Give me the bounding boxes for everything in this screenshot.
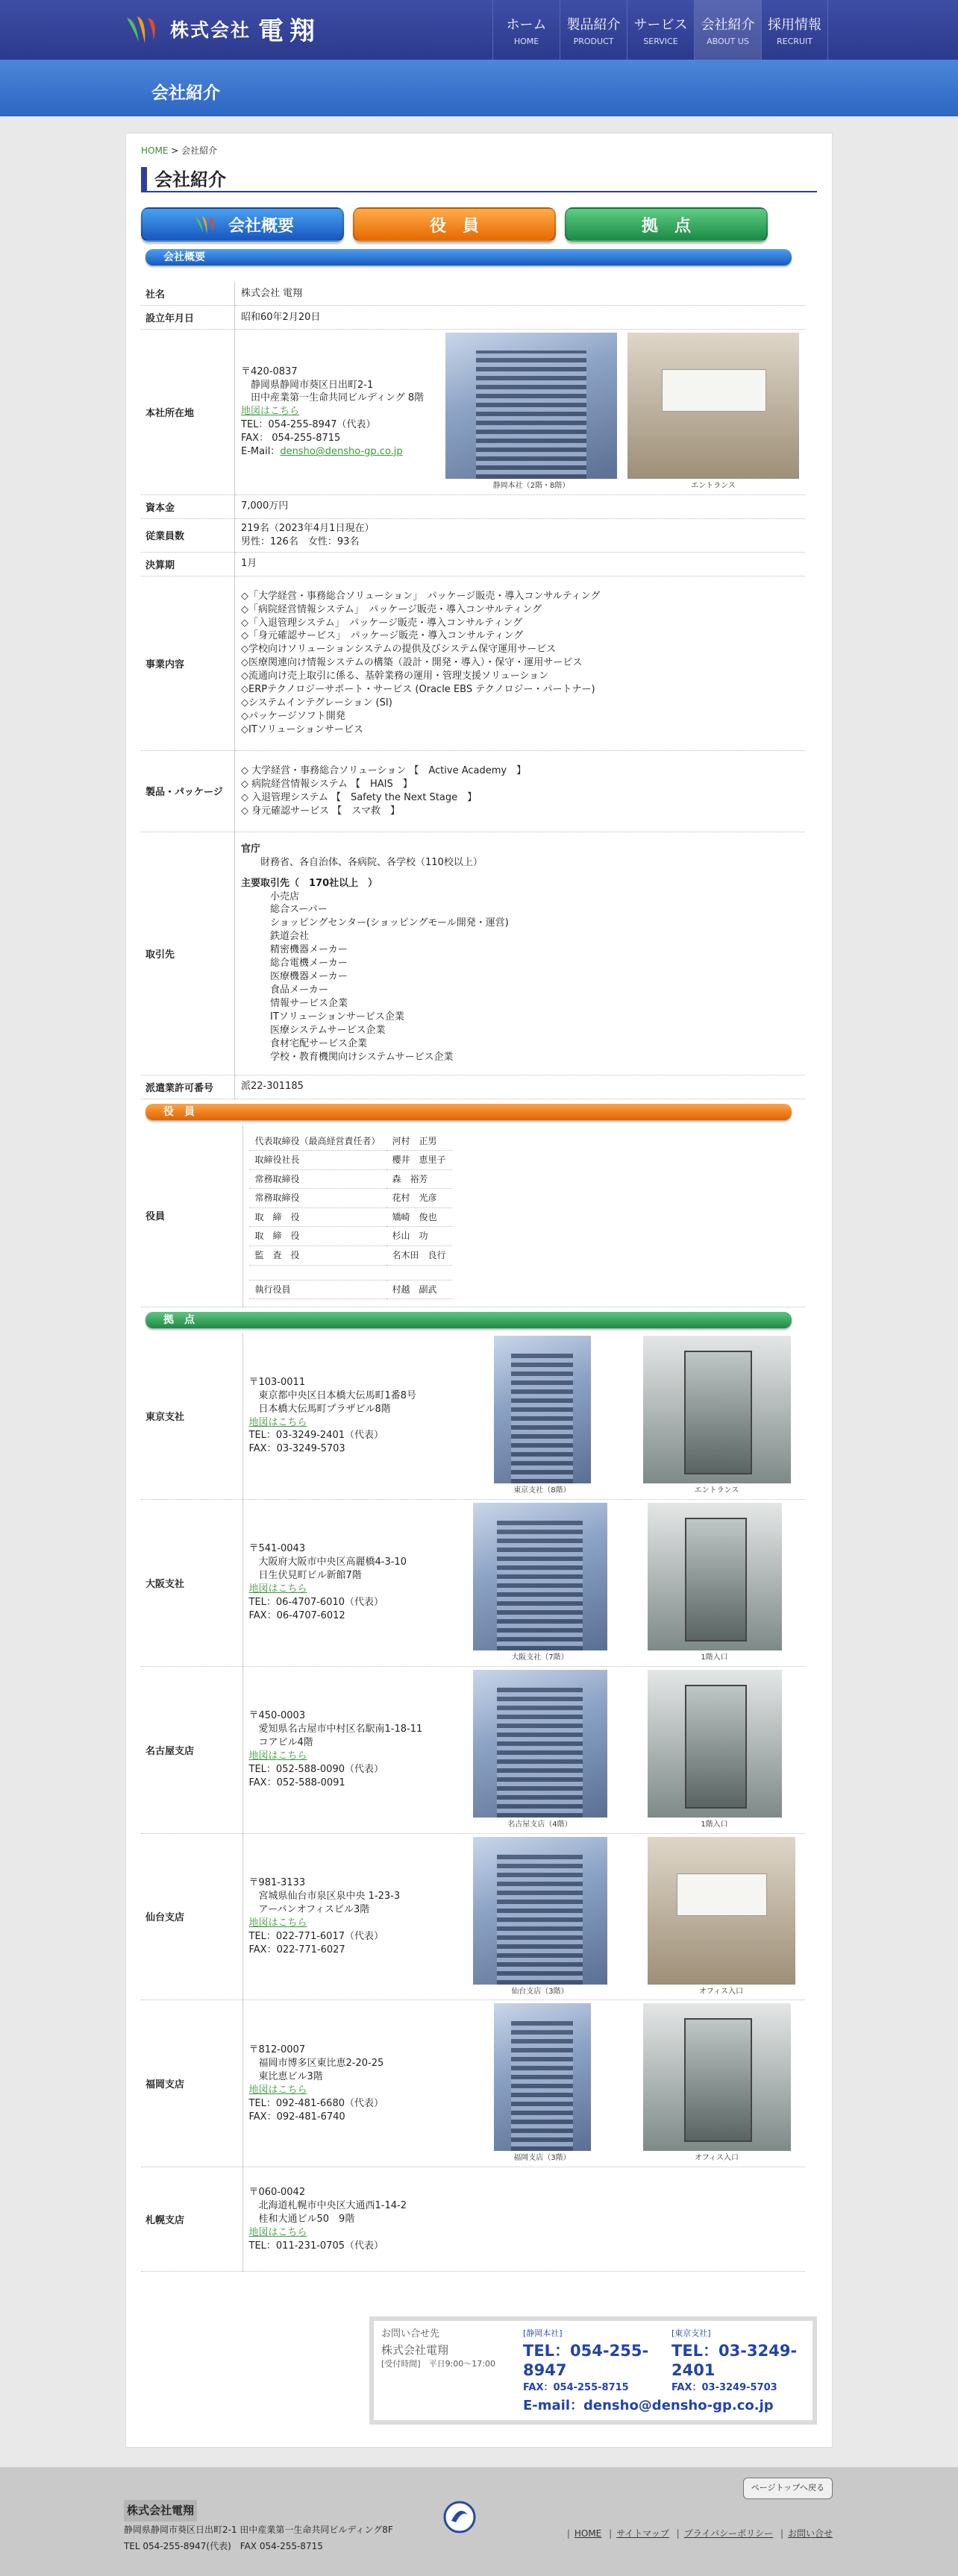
building-image bbox=[494, 2003, 591, 2151]
nav-label: ホーム bbox=[506, 16, 547, 33]
row-label: 派遣業許可番号 bbox=[141, 1075, 235, 1099]
row-value: 7,000万円 bbox=[235, 494, 806, 518]
section-heading: 会社紹介 bbox=[141, 167, 817, 192]
footer-link-contact[interactable]: お問い合せ bbox=[787, 2528, 833, 2539]
row-label: 社名 bbox=[141, 282, 235, 306]
entrance-image bbox=[643, 2003, 791, 2151]
office-address: 〒103-0011 東京都中央区日本橋大伝馬町1番8号 日本橋大伝馬町プラザビル8階 bbox=[248, 1376, 417, 1415]
photo-caption: エントランス bbox=[691, 482, 736, 490]
officer-name: 櫻井 恵里子 bbox=[386, 1151, 452, 1170]
office-row bbox=[141, 1333, 805, 1499]
office-address: 〒981-3133 宮城県仙台市泉区泉中央 1-23-3 アーバンオフィスビル3階 bbox=[248, 1877, 401, 1915]
photo-caption: 静岡本社（2階・8階） bbox=[492, 482, 570, 490]
office-fax: FAX：03-3249-5703 bbox=[248, 1443, 345, 1455]
office-photo bbox=[473, 1503, 607, 1663]
row-label: 取引先 bbox=[141, 832, 235, 1075]
office-address-block bbox=[249, 1709, 443, 1790]
clients-main-title: 主要取引先（ 170社以上 ） bbox=[241, 877, 378, 889]
office-address-block bbox=[249, 1876, 443, 1957]
row-label: 決算期 bbox=[141, 552, 235, 576]
map-link[interactable]: 地図はこちら bbox=[248, 1583, 307, 1595]
office-address: 〒060-0042 北海道札幌市中央区大通西1-14-2 桂和大通ビル50 9階 bbox=[248, 2186, 407, 2225]
office-photo bbox=[648, 1837, 795, 1997]
row-value bbox=[235, 330, 806, 495]
contact-fax: FAX：03-3249-5703 bbox=[671, 2382, 777, 2394]
contact-company: 株式会社電翔 bbox=[381, 2343, 449, 2357]
section-bar-offices: 拠 点 bbox=[145, 1312, 792, 1328]
row-value bbox=[242, 2167, 805, 2272]
main-content bbox=[125, 133, 833, 2448]
company-logo[interactable] bbox=[124, 10, 321, 47]
entrance-image bbox=[648, 1670, 782, 1818]
officer-name: 名木田 良行 bbox=[386, 1246, 452, 1266]
officer-list bbox=[249, 1132, 452, 1299]
footer-tel: TEL 054-255-8947(代表) FAX 054-255-8715 bbox=[124, 2541, 323, 2552]
office-row bbox=[141, 2000, 805, 2167]
office-address-block bbox=[249, 1542, 443, 1623]
officer-row bbox=[249, 1132, 452, 1151]
office-tel: TEL：06-4707-6010（代表） bbox=[248, 1597, 383, 1609]
certification-logo-icon bbox=[442, 2500, 477, 2534]
spacer-cell bbox=[249, 1265, 386, 1280]
office-row bbox=[141, 1499, 805, 1666]
clients-main: 小売店 総合スーパー ショッピングセンター(ショッピングモール開発・運営) 鉄道会社 精密機器メーカー 総合電機メーカー 医療機器メーカー 食品メーカー 情報サービス企業 ITソリューションサービス企業 医療システムサービス企業 食材宅配サービス企業 学校・教育機関向けシステムサービス企業 bbox=[270, 890, 509, 1063]
hq-building-photo bbox=[445, 333, 617, 491]
table-row bbox=[141, 1075, 805, 1099]
contact-title: お問い合せ先 bbox=[381, 2328, 440, 2340]
nav-label: 製品紹介 bbox=[566, 16, 621, 33]
nav-service[interactable] bbox=[627, 0, 694, 60]
office-address-block bbox=[249, 2186, 443, 2253]
officer-name: 森 裕芳 bbox=[386, 1169, 452, 1189]
nav-label: 会社紹介 bbox=[701, 16, 755, 33]
nav-label: 採用情報 bbox=[768, 16, 821, 33]
row-value bbox=[242, 1333, 805, 1499]
photo-caption: 福岡支店（3階） bbox=[513, 2154, 571, 2163]
nav-sub: PRODUCT bbox=[573, 36, 614, 46]
row-label: 役員 bbox=[141, 1125, 242, 1307]
row-value: 219名（2023年4月1日現在） 男性：126名 女性：93名 bbox=[235, 518, 806, 552]
footer-link-sitemap[interactable]: サイトマップ bbox=[616, 2528, 669, 2539]
officer-title: 常務取締役 bbox=[249, 1169, 386, 1189]
office-fax: FAX：022-771-6027 bbox=[248, 1944, 345, 1955]
row-value: 派22-301185 bbox=[235, 1075, 806, 1099]
office-row bbox=[141, 1666, 805, 1833]
row-value bbox=[242, 1499, 805, 1666]
table-row bbox=[141, 306, 805, 330]
hq-entrance-photo bbox=[627, 333, 799, 491]
nav-recruit[interactable] bbox=[761, 0, 828, 60]
office-tel: TEL：092-481-6680（代表） bbox=[248, 2097, 383, 2109]
officer-name: 矯崎 俊也 bbox=[386, 1207, 452, 1227]
office-tel: TEL：052-588-0090（代表） bbox=[248, 1764, 383, 1776]
hq-address-block bbox=[241, 365, 435, 459]
section-bar-officers: 役 員 bbox=[145, 1104, 792, 1120]
logo-mark-icon bbox=[191, 213, 221, 236]
table-row bbox=[141, 282, 805, 306]
contact-right bbox=[523, 2327, 805, 2414]
office-label: 福岡支店 bbox=[141, 2000, 242, 2167]
table-row bbox=[141, 494, 805, 518]
officers-table bbox=[141, 1125, 805, 1307]
contact-phones bbox=[523, 2327, 805, 2393]
page-top-button[interactable]: ページトップへ戻る bbox=[743, 2478, 833, 2499]
office-photo bbox=[643, 2003, 791, 2164]
office-label: 大阪支社 bbox=[141, 1499, 242, 1666]
office-address: 〒812-0007 福岡市博多区東比恵2-20-25 東比恵ビル3階 bbox=[248, 2043, 384, 2082]
office-address-block bbox=[249, 2043, 443, 2124]
row-label: 本社所在地 bbox=[141, 330, 235, 495]
hq-fax: FAX： 054-255-8715 bbox=[241, 433, 341, 444]
tab-officers[interactable]: 役 員 bbox=[353, 207, 556, 242]
officer-name: 村越 副武 bbox=[386, 1280, 452, 1299]
office-address: 〒450-0003 愛知県名古屋市中村区名駅南1-18-11 コアビル4階 bbox=[248, 1710, 423, 1749]
row-value: ◇「大学経営・事務総合ソリューション」 パッケージ販売・導入コンサルティング ◇「病院経営情報システム」 パッケージ販売・導入コンサルティング ◇「入退管理システム」 パッケージ販売・導入コンサルティング ◇「身元確認サービス」 パッケージ販売・導入コンサルティング ◇学校向けソリューションシステムの提供及びシステム保守運用サービス ◇医療関連向け情報システムの構築（設計・開発・導入）・保守・運用サービス ◇流通向け売上取引に係る、基幹業務の運用・管理支援ソリューション ◇ERPテクノロジーサポート・サービス (Oracle EBS テクノロジー・パートナー) ◇システムインテグレーション (SI) ◇パッケージソフト開発 ◇ITソリューションサービス bbox=[235, 576, 806, 750]
office-label: 名古屋支店 bbox=[141, 1666, 242, 1833]
building-image bbox=[473, 1837, 607, 1985]
contact-tokyo bbox=[671, 2327, 805, 2393]
contact-tel[interactable]: TEL：03-3249-2401 bbox=[671, 2342, 798, 2380]
row-value bbox=[242, 1666, 805, 1833]
contact-hours: [受付時間] 平日9:00〜17:00 bbox=[381, 2359, 495, 2369]
office-tel: TEL：022-771-6017（代表） bbox=[248, 1930, 383, 1942]
office-address: 〒541-0043 大阪府大阪市中央区高麗橋4-3-10 日生伏見町ビル新館7階 bbox=[248, 1543, 407, 1582]
photo-caption: 1階入口 bbox=[701, 1820, 728, 1829]
logo-kabushiki: 株式会社 bbox=[170, 19, 251, 41]
footer-address: 静岡県静岡市葵区日出町2-1 田中産業第一生命共同ビルディング8F bbox=[124, 2524, 393, 2535]
officer-title: 代表取締役（最高経営責任者） bbox=[249, 1132, 386, 1151]
officer-name: 花村 光彦 bbox=[386, 1189, 452, 1208]
row-value bbox=[242, 1833, 805, 2000]
contact-label: [東京支社] bbox=[671, 2328, 711, 2339]
contact-email[interactable]: E-mail：densho@densho-gp.co.jp bbox=[523, 2398, 774, 2414]
officer-row bbox=[249, 1151, 452, 1170]
office-photo bbox=[494, 2003, 591, 2164]
building-image bbox=[445, 333, 617, 479]
photo-caption: オフィス入口 bbox=[695, 2154, 739, 2163]
contact-hq bbox=[523, 2327, 657, 2393]
logo-mark-icon bbox=[124, 12, 163, 46]
office-fax: FAX：06-4707-6012 bbox=[248, 1610, 345, 1622]
company-overview-table bbox=[141, 282, 805, 1099]
site-header bbox=[0, 0, 958, 60]
row-value bbox=[242, 2000, 805, 2167]
tab-label: 会社概要 bbox=[228, 216, 294, 236]
row-label: 事業内容 bbox=[141, 576, 235, 750]
entrance-image bbox=[648, 1837, 795, 1985]
office-photo bbox=[648, 1670, 782, 1830]
site-footer bbox=[0, 2467, 958, 2576]
table-row bbox=[141, 832, 805, 1075]
officer-title: 取 締 役 bbox=[249, 1227, 386, 1246]
officer-name: 杉山 功 bbox=[386, 1227, 452, 1246]
table-row bbox=[141, 750, 805, 832]
map-link[interactable]: 地図はこちら bbox=[248, 1917, 307, 1929]
breadcrumb-home[interactable]: HOME bbox=[141, 145, 169, 156]
clients-gov-title: 官庁 bbox=[241, 843, 261, 855]
contact-left bbox=[381, 2327, 508, 2414]
office-photo bbox=[643, 1336, 791, 1496]
section-tabs bbox=[141, 207, 817, 242]
contact-box bbox=[369, 2316, 817, 2425]
officer-title: 常務取締役 bbox=[249, 1189, 386, 1208]
nav-sub: ABOUT US bbox=[707, 36, 749, 46]
officer-name: 河村 正男 bbox=[386, 1132, 452, 1151]
photo-caption: 仙台支店（3階） bbox=[511, 1987, 569, 1996]
global-nav bbox=[492, 0, 828, 60]
row-value: 株式会社 電翔 bbox=[235, 282, 806, 306]
footer-links: | HOME | サイトマップ | プライバシーポリシー | お問い合せ bbox=[566, 2528, 833, 2539]
row-value: 1月 bbox=[235, 552, 806, 576]
footer-link-privacy[interactable]: プライバシーポリシー bbox=[683, 2528, 774, 2539]
office-photo bbox=[648, 1503, 782, 1663]
nav-about[interactable] bbox=[694, 0, 761, 60]
office-row bbox=[141, 2167, 805, 2272]
section-bar-overview: 会社概要 bbox=[145, 249, 792, 266]
officer-row bbox=[249, 1207, 452, 1227]
office-row bbox=[141, 1833, 805, 2000]
nav-sub: RECRUIT bbox=[777, 36, 813, 46]
row-value: ◇ 大学経営・事務総合ソリューション 【 Active Academy 】 ◇ 病院経営情報システム 【 HAIS 】 ◇ 入退管理システム 【 Safety the Next Stage 】 ◇ 身元確認サービス 【 スマ救 】 bbox=[235, 750, 806, 832]
office-tel: TEL：011-231-0705（代表） bbox=[248, 2240, 383, 2252]
breadcrumb-current: 会社紹介 bbox=[181, 145, 218, 156]
officer-row bbox=[249, 1169, 452, 1189]
office-address-block bbox=[249, 1376, 443, 1457]
offices-table bbox=[141, 1333, 805, 2272]
tab-offices[interactable]: 拠 点 bbox=[565, 207, 768, 242]
tab-overview[interactable] bbox=[141, 207, 344, 242]
row-label: 資本金 bbox=[141, 494, 235, 518]
entrance-image bbox=[627, 333, 799, 479]
row-label: 製品・パッケージ bbox=[141, 750, 235, 832]
officer-row bbox=[249, 1246, 452, 1266]
contact-fax: FAX：054-255-8715 bbox=[523, 2382, 629, 2394]
row-label: 設立年月日 bbox=[141, 306, 235, 330]
photo-caption: 大阪支社（7階） bbox=[511, 1653, 569, 1662]
nav-sub: HOME bbox=[513, 36, 539, 46]
map-link[interactable]: 地図はこちら bbox=[248, 2084, 307, 2096]
office-fax: FAX：052-588-0091 bbox=[248, 1777, 345, 1788]
map-link[interactable]: 地図はこちら bbox=[248, 2226, 307, 2238]
nav-home[interactable] bbox=[492, 0, 560, 60]
photo-caption: 1階入口 bbox=[701, 1653, 728, 1662]
nav-label: サービス bbox=[633, 16, 688, 33]
spacer-cell bbox=[386, 1265, 452, 1280]
table-row bbox=[141, 576, 805, 750]
row-label: 従業員数 bbox=[141, 518, 235, 552]
photo-caption: 東京支社（8階） bbox=[513, 1486, 571, 1495]
officer-row bbox=[249, 1280, 452, 1299]
officer-title: 執行役員 bbox=[249, 1280, 386, 1299]
photo-caption: エントランス bbox=[694, 1486, 739, 1495]
clients-gov: 財務省、各自治体、各病院、各学校（110校以上） bbox=[241, 856, 483, 868]
officer-row bbox=[249, 1227, 452, 1246]
officer-spacer bbox=[249, 1265, 452, 1280]
hq-address: 〒420-0837 静岡県静岡市葵区日出町2-1 田中産業第一生命共同ビルディング 8階 bbox=[241, 365, 425, 404]
map-link[interactable]: 地図はこちら bbox=[248, 1750, 307, 1762]
contact-label: [静岡本社] bbox=[523, 2328, 563, 2339]
table-row bbox=[141, 518, 805, 552]
logo-name: 電翔 bbox=[258, 16, 322, 46]
page-title: 会社紹介 bbox=[0, 60, 958, 116]
building-image bbox=[494, 1336, 591, 1483]
office-photo bbox=[494, 1336, 591, 1496]
office-label: 仙台支店 bbox=[141, 1833, 242, 2000]
officer-row bbox=[249, 1189, 452, 1208]
entrance-image bbox=[648, 1503, 782, 1650]
table-row bbox=[141, 330, 805, 495]
hq-tel: TEL：054-255-8947（代表） bbox=[241, 419, 376, 431]
building-image bbox=[473, 1670, 607, 1818]
email-link[interactable]: densho@densho-gp.co.jp bbox=[280, 446, 403, 458]
breadcrumb-sep: > bbox=[168, 145, 182, 156]
office-photo bbox=[473, 1670, 607, 1830]
nav-product[interactable] bbox=[560, 0, 627, 60]
table-row bbox=[141, 1125, 805, 1307]
officer-title: 取 締 役 bbox=[249, 1207, 386, 1227]
entrance-image bbox=[643, 1336, 791, 1483]
contact-tel[interactable]: TEL：054-255-8947 bbox=[523, 2342, 649, 2380]
office-label: 東京支社 bbox=[141, 1333, 242, 1499]
table-row bbox=[141, 552, 805, 576]
office-fax: FAX：092-481-6740 bbox=[248, 2111, 345, 2123]
photo-caption: 名古屋支店（4階） bbox=[507, 1820, 572, 1829]
photo-caption: オフィス入口 bbox=[699, 1987, 743, 1996]
officer-title: 取締役社長 bbox=[249, 1151, 386, 1170]
row-value bbox=[242, 1125, 805, 1307]
breadcrumb bbox=[141, 144, 817, 157]
row-value bbox=[235, 832, 806, 1075]
office-photo bbox=[473, 1837, 607, 1997]
footer-link-home[interactable]: HOME bbox=[574, 2528, 602, 2539]
map-link[interactable]: 地図はこちら bbox=[248, 1416, 307, 1428]
officer-title: 監 査 役 bbox=[249, 1246, 386, 1266]
building-image bbox=[473, 1503, 607, 1650]
email-label: E-Mail： bbox=[241, 446, 281, 458]
nav-sub: SERVICE bbox=[643, 36, 678, 46]
office-tel: TEL：03-3249-2401（代表） bbox=[248, 1430, 383, 1442]
row-value: 昭和60年2月20日 bbox=[235, 306, 806, 330]
map-link[interactable]: 地図はこちら bbox=[241, 406, 300, 418]
footer-company: 株式会社電翔 bbox=[124, 2500, 197, 2522]
office-label: 札幌支店 bbox=[141, 2167, 242, 2272]
